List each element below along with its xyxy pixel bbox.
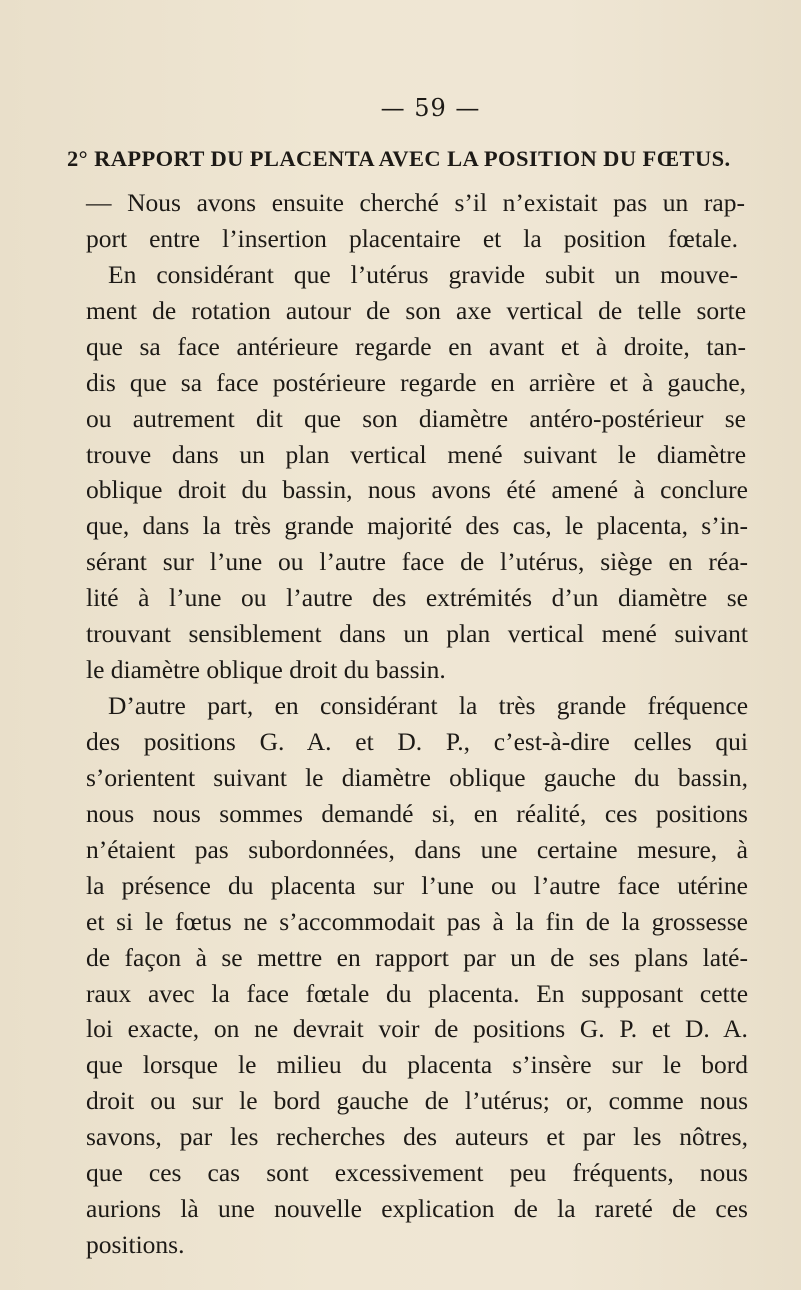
text-line: savons, par les recherches des auteurs et par les nôtres,: [86, 1122, 748, 1152]
page-number: — 59 —: [380, 94, 481, 122]
text-line: D’autre part, en considérant la très grande fréquence: [108, 691, 749, 721]
text-line: que sa face antérieure regarde en avant et à droite, tan-: [86, 331, 747, 361]
text-line: trouvant sensiblement dans un plan vertical mené suivant: [86, 619, 748, 649]
text-line: — Nous avons ensuite cherché s’il n’existait pas un rap-: [86, 188, 745, 217]
text-line: dis que sa face postérieure regarde en arrière et à gauche,: [86, 367, 747, 397]
text-line: En considérant que l’utérus gravide subit un mouve-: [108, 259, 738, 289]
text-line: aurions là une nouvelle explication de la rareté de ces: [86, 1194, 748, 1224]
text-line: la présence du placenta sur l’une ou l’autre face utérine: [86, 870, 748, 900]
text-line: sérant sur l’une ou l’autre face de l’utérus, siège en réa-: [86, 547, 749, 577]
text-line: oblique droit du bassin, nous avons été amené à conclure: [86, 475, 748, 505]
text-line: nous nous sommes demandé si, en réalité, ces positions: [86, 798, 748, 828]
text-line: des positions G. A. et D. P., c’est-à-dire celles qui: [86, 727, 748, 756]
section-heading: 2° RAPPORT DU PLACENTA AVEC LA POSITION DU FŒTUS.: [67, 146, 731, 171]
text-line: trouve dans un plan vertical mené suivant le diamètre: [86, 439, 747, 469]
text-line: droit ou sur le bord gauche de l’utérus; or, comme nous: [86, 1086, 748, 1116]
text-line: le diamètre oblique droit du bassin.: [86, 655, 446, 685]
text-line: que, dans la très grande majorité des cas, le placenta, s’in-: [86, 511, 749, 541]
text-line: ou autrement dit que son diamètre antéro-postérieur se: [86, 403, 747, 433]
text-line: lité à l’une ou l’autre des extrémités d’un diamètre se: [86, 583, 748, 613]
text-line: n’étaient pas subordonnées, dans une certaine mesure, à: [86, 834, 748, 864]
text-line: que lorsque le milieu du placenta s’insère sur le bord: [86, 1050, 748, 1080]
text-line: et si le fœtus ne s’accommodait pas à la fin de la grossesse: [86, 906, 748, 936]
text-line: ment de rotation autour de son axe vertical de telle sorte: [86, 295, 747, 325]
text-line: loi exacte, on ne devrait voir de positions G. P. et D. A.: [86, 1014, 748, 1044]
text-line: port entre l’insertion placentaire et la position fœtale.: [86, 223, 739, 253]
text-line: raux avec la face fœtale du placenta. En supposant cette: [86, 978, 749, 1008]
text-line: que ces cas sont excessivement peu fréquents, nous: [86, 1158, 748, 1188]
text-line: de façon à se mettre en rapport par un de ses plans laté-: [86, 942, 748, 972]
text-line: positions.: [86, 1230, 185, 1260]
text-line: s’orientent suivant le diamètre oblique gauche du bassin,: [86, 762, 748, 792]
